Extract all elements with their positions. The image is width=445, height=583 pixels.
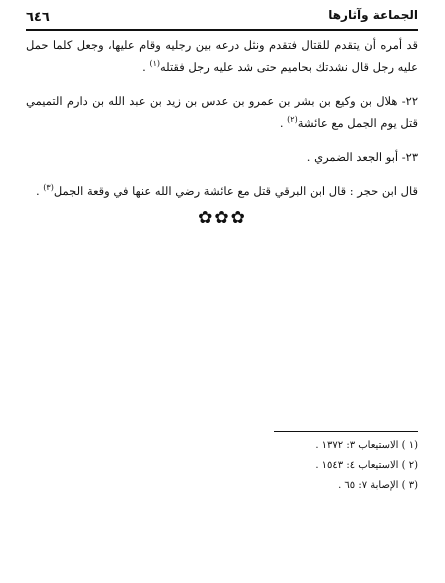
footnote-ref-1[interactable]: (١)	[149, 59, 160, 69]
paragraph-4-end: .	[35, 184, 44, 198]
section-separator: ✿✿✿	[198, 208, 247, 228]
header-rule	[26, 29, 418, 31]
paragraph-2	[26, 90, 418, 134]
footnote-2: (٢ ) الاستيعاب ٤: ١٥٤٣ .	[315, 460, 418, 471]
page-number: ٦٤٦	[26, 10, 50, 25]
paragraph-1	[26, 34, 418, 78]
footnote-ref-3[interactable]: (٣)	[43, 183, 54, 193]
paragraph-1-end: .	[142, 60, 150, 74]
paragraph-1-line-1: قد أمره أن يتقدم للقتال فتقدم ونثل درعه بين رجليه وقام عليها، وجعل كلما حمل	[26, 38, 418, 52]
paragraph-2-end: .	[279, 116, 288, 130]
page-header	[26, 8, 418, 32]
footnote-1: (١ ) الاستيعاب ٣: ١٣٧٢ .	[315, 440, 418, 451]
footnote-rule	[274, 431, 418, 432]
footnote-ref-2[interactable]: (٢)	[287, 115, 298, 125]
footnotes	[118, 436, 418, 496]
paragraph-3: ٢٣- أبو الجعد الضمري .	[306, 150, 418, 164]
body-text	[26, 34, 418, 202]
paragraph-4	[26, 180, 418, 202]
running-title: الجماعة وآثارها	[328, 8, 418, 22]
paragraph-2-line-2: التميمي قتل يوم الجمل مع عائشة	[26, 94, 418, 130]
paragraph-1-line-2: عليه رجل قال نشدتك بحاميم حتى شد عليه رجل فقتله	[159, 60, 418, 74]
paragraph-4-text: قال ابن حجر : قال ابن البرقي قتل مع عائشة رضي الله عنها في وقعة الجمل	[53, 184, 418, 198]
footnote-3: (٣ ) الإصابة ٧: ٦٥ .	[338, 480, 418, 491]
paragraph-2-line-1: ٢٢- هلال بن وكيع بن بشر بن عمرو بن عدس بن زيد بن عبد الله بن دارم	[66, 94, 418, 108]
